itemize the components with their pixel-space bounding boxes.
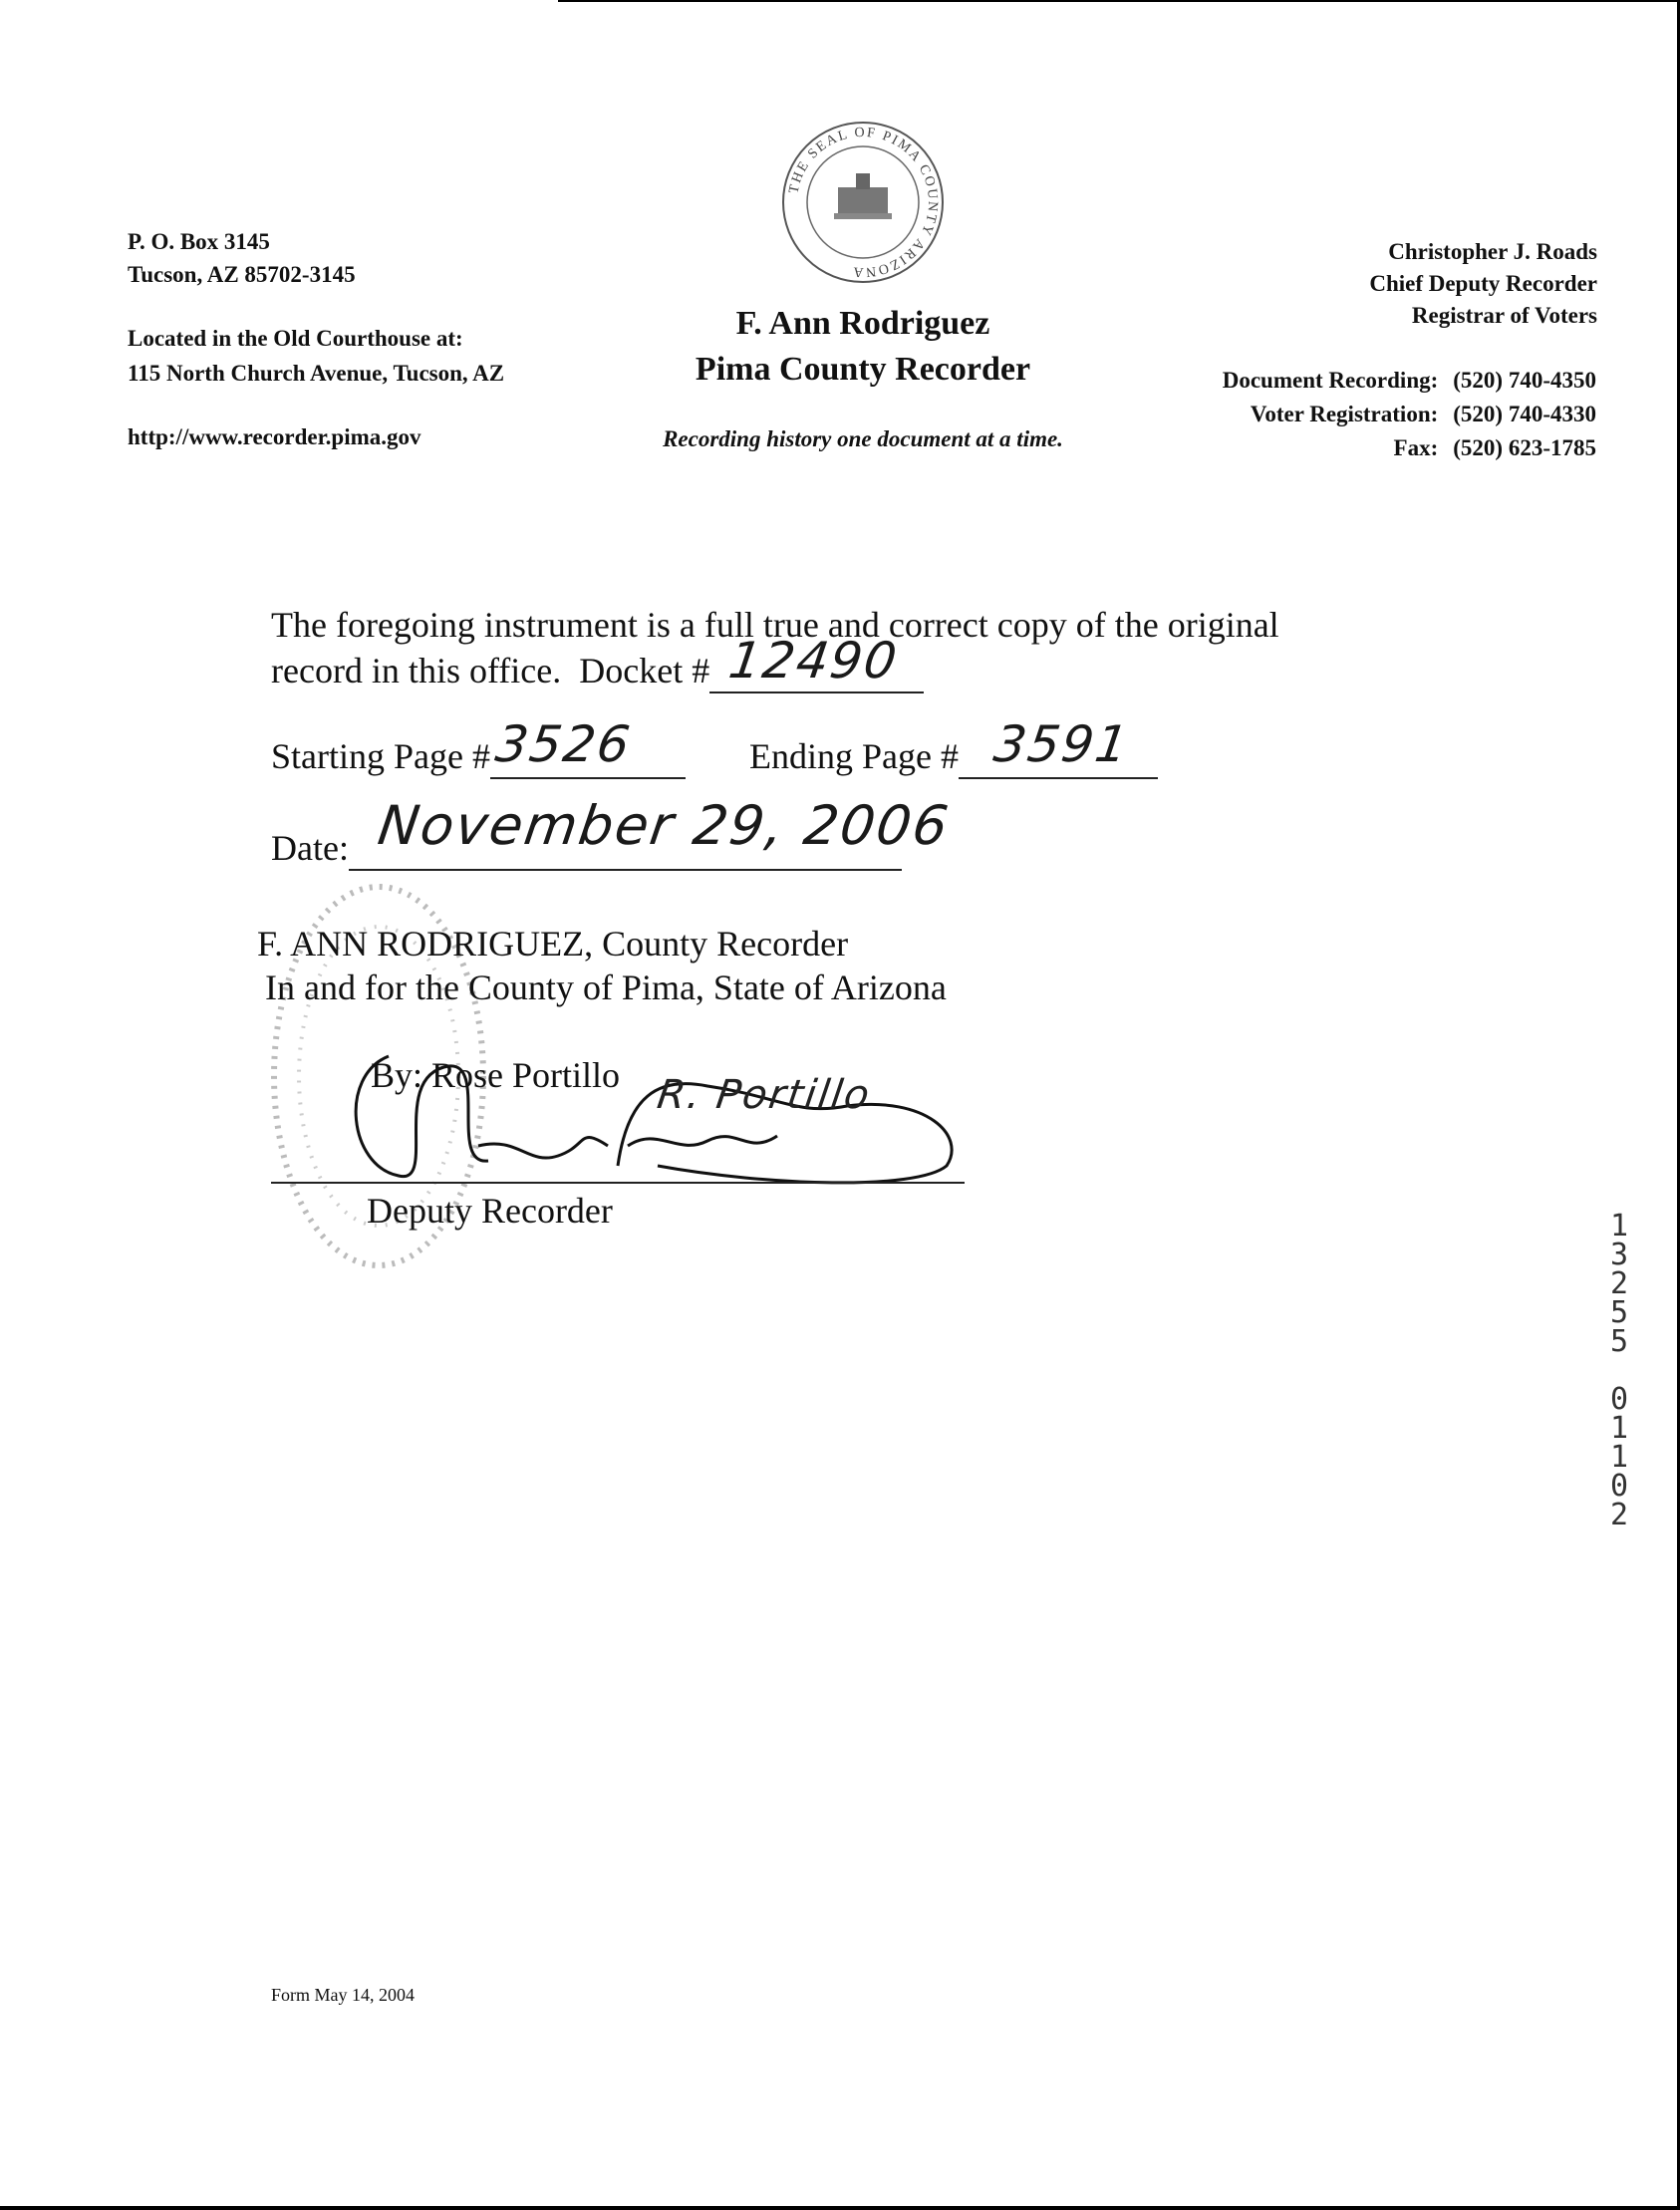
- deputy-title: Chief Deputy Recorder: [1369, 271, 1597, 296]
- starting-label: Starting Page #: [271, 736, 490, 776]
- seal-icon: [778, 118, 948, 287]
- form-date: Form May 14, 2004: [271, 1985, 415, 2005]
- registrar: Registrar of Voters: [1411, 303, 1597, 328]
- date-field: [349, 794, 955, 871]
- page-range-row: [271, 715, 1158, 779]
- ending-page-value: 3591: [989, 715, 1134, 773]
- side-digit: 0: [1609, 1382, 1629, 1417]
- signature-icon: [329, 1016, 977, 1196]
- cert-line-2: [271, 632, 924, 693]
- recorder-line: F. ANN RODRIGUEZ, County Recorder: [257, 924, 849, 964]
- starting-page-field: [490, 715, 686, 779]
- side-digit: [1604, 1356, 1634, 1385]
- ending-label: Ending Page #: [748, 736, 959, 776]
- located-label: Located in the Old Courthouse at:: [128, 326, 463, 351]
- contact-row: [1222, 431, 1597, 465]
- contact-row: [1222, 398, 1597, 431]
- contact-list: [1222, 364, 1597, 465]
- po-box: P. O. Box 3145: [128, 229, 270, 254]
- side-digit: 0: [1609, 1469, 1629, 1504]
- date-label: Date:: [271, 828, 349, 868]
- address: 115 North Church Avenue, Tucson, AZ: [128, 361, 505, 386]
- website: http://www.recorder.pima.gov: [128, 424, 421, 449]
- signature: [329, 1016, 977, 1196]
- recorder-name: F. Ann Rodriguez: [735, 305, 990, 342]
- city-zip: Tucson, AZ 85702-3145: [128, 262, 356, 287]
- scan-edge-top: [558, 0, 1680, 2]
- side-digit: 1: [1609, 1440, 1629, 1475]
- date-value: November 29, 2006: [374, 794, 955, 857]
- side-digit: 1: [1609, 1411, 1629, 1446]
- side-digit: 1: [1609, 1209, 1629, 1243]
- contact-label: Voter Registration:: [1250, 402, 1439, 426]
- county-line: In and for the County of Pima, State of Arizona: [265, 967, 947, 1007]
- side-digit: 3: [1609, 1238, 1629, 1272]
- contact-value: (520) 740-4350: [1453, 368, 1596, 393]
- contact-label: Document Recording:: [1222, 368, 1439, 393]
- side-digit: 2: [1609, 1266, 1629, 1301]
- deputy-recorder-line: Deputy Recorder: [367, 1191, 613, 1231]
- side-digit: 2: [1609, 1498, 1629, 1532]
- docket-field: [709, 632, 924, 693]
- cert-line-1: The foregoing instrument is a full true and correct copy of the original: [271, 605, 1279, 645]
- ending-page-field: [959, 715, 1158, 779]
- contact-value: (520) 623-1785: [1453, 435, 1596, 460]
- signature-line: [271, 1182, 965, 1184]
- cert-line-2-text: record in this office. Docket #: [271, 651, 710, 691]
- side-reference-number: [1604, 1209, 1634, 1532]
- scan-edge-bottom: [0, 2206, 1680, 2210]
- date-row: [271, 794, 955, 871]
- county-seal: [778, 118, 948, 287]
- contact-label: Fax:: [1393, 435, 1439, 460]
- contact-value: (520) 740-4330: [1453, 402, 1596, 426]
- recorder-title: Pima County Recorder: [695, 351, 1031, 388]
- signature-text: R. Portillo: [654, 1072, 874, 1118]
- tagline: Recording history one document at a time.: [663, 426, 1063, 451]
- contact-row: [1222, 364, 1597, 398]
- docket-value: 12490: [725, 632, 903, 690]
- starting-page-value: 3526: [491, 715, 636, 773]
- side-digit: 5: [1609, 1324, 1629, 1359]
- svg-text:THE SEAL OF PIMA COUNTY ARIZON: THE SEAL OF PIMA COUNTY ARIZONA: [786, 125, 941, 280]
- deputy-name: Christopher J. Roads: [1388, 239, 1597, 264]
- by-line: By: Rose Portillo: [371, 1055, 621, 1095]
- side-digit: 5: [1609, 1295, 1629, 1330]
